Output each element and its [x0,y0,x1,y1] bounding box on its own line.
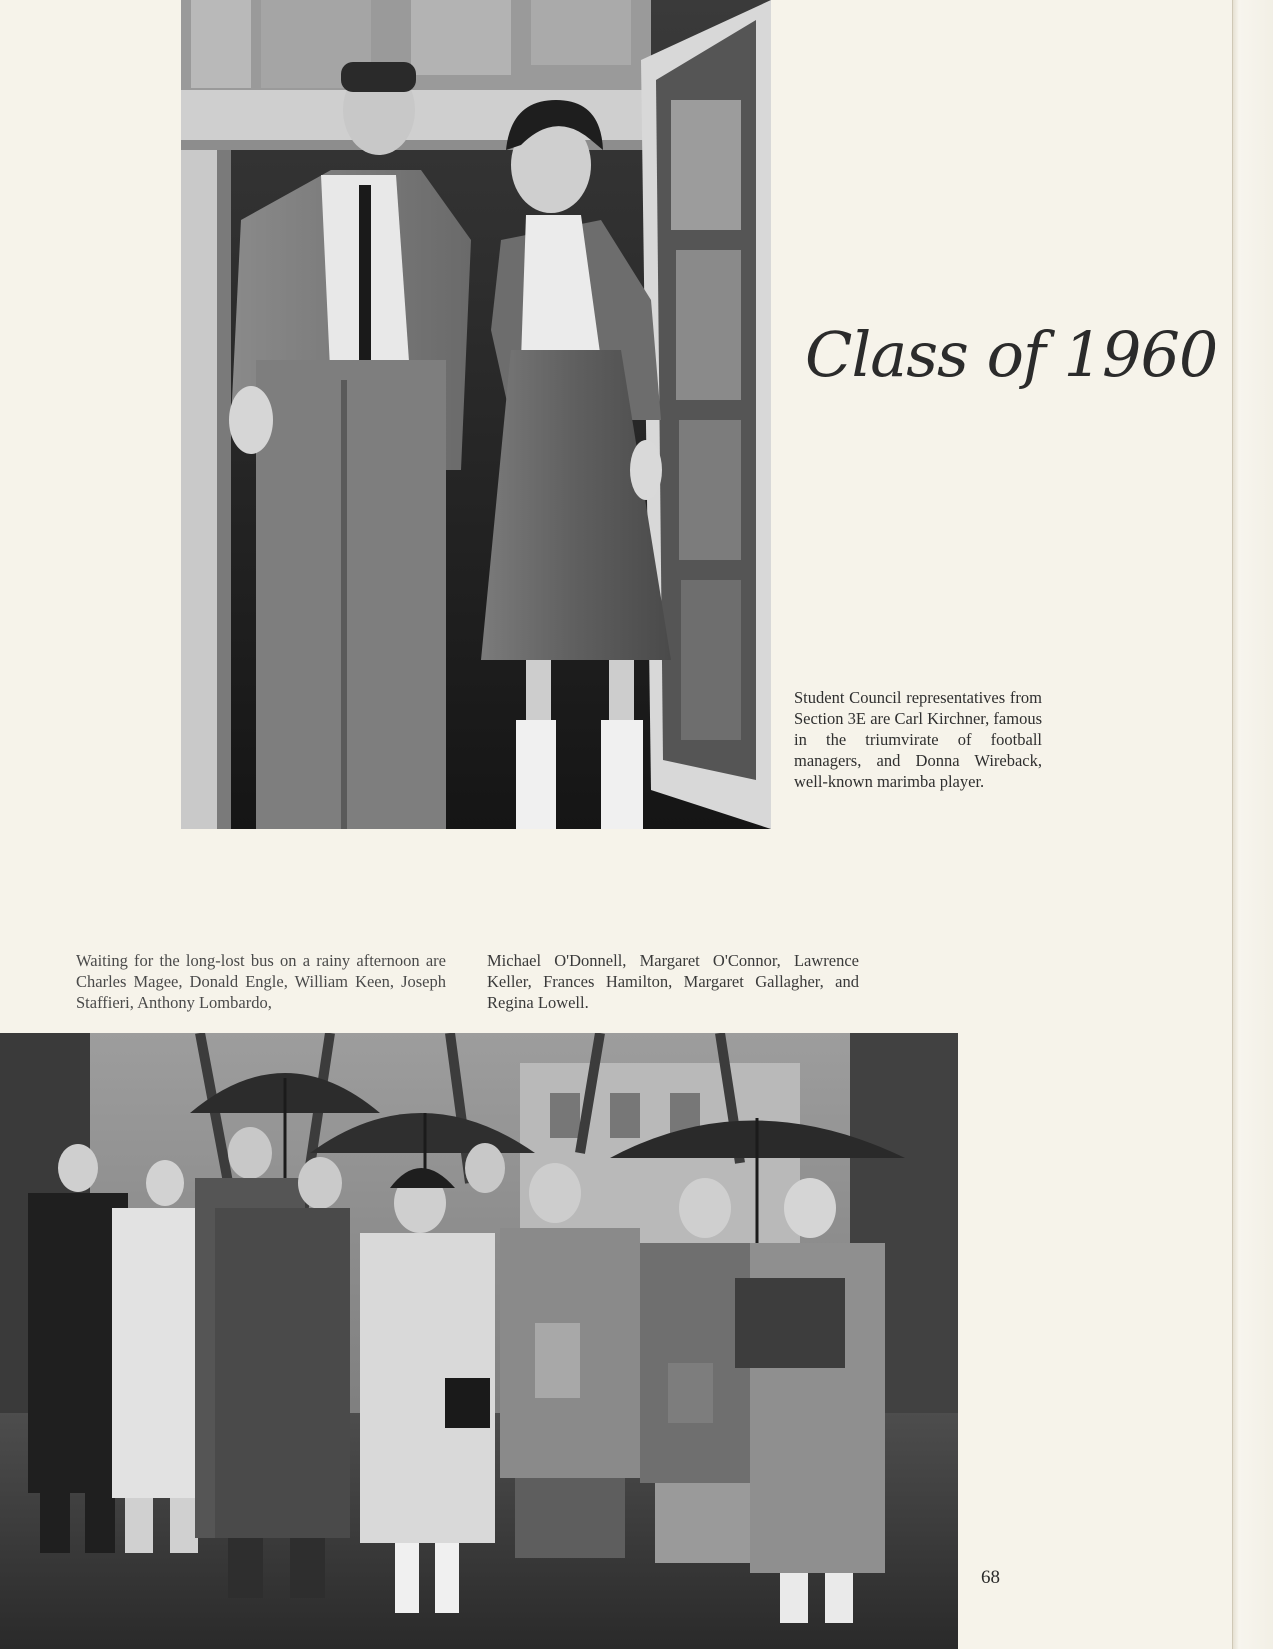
photo-bus-waiting [0,1033,958,1649]
photo-student-council-image [181,0,771,829]
photo-student-council [181,0,771,829]
photo-bus-waiting-image [0,1033,958,1649]
caption-bus-right: Michael O'Donnell, Margaret O'Connor, Lawrence Keller, Frances Hamilton, Margaret Gallagher, and Regina Lowell. [487,951,859,1012]
caption-student-council: Student Council representatives from Section 3E are Carl Kirchner, famous in the triumvirate of football managers, and Donna Wireback, well-known marimba player. [794,688,1042,791]
caption-bus-left: Waiting for the long-lost bus on a rainy afternoon are Charles Magee, Donald Engle, William Keen, Joseph Staffieri, Anthony Lombardo, [76,951,446,1012]
page-title: Class of 1960 [805,318,1218,391]
page-number: 68 [981,1567,1000,1588]
page-edge [1232,0,1273,1649]
